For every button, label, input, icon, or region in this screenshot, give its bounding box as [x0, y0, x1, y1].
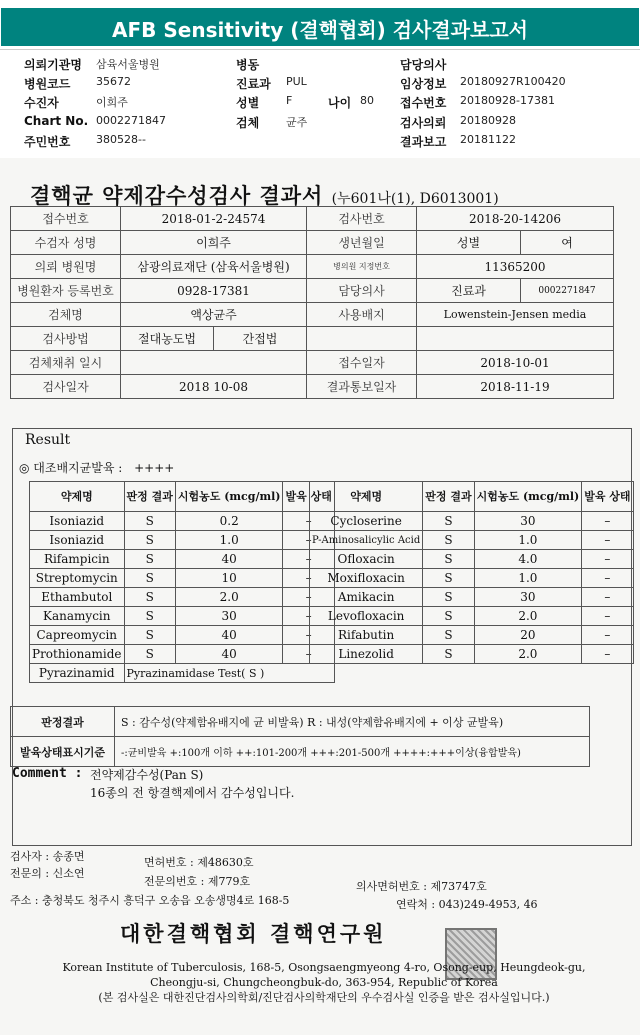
- english-address: [18, 960, 630, 1005]
- drug-name: P-Aminosalicylic Acid: [310, 531, 423, 550]
- reception-no-value: 20180928-17381: [460, 94, 555, 107]
- report-title: AFB Sensitivity (결핵협회) 검사결과보고서: [112, 18, 528, 42]
- doctor-license: 의사면허번호 : 제73747호: [356, 880, 487, 893]
- col-growth: 발육 상태: [283, 482, 334, 512]
- hospital-code-label: 병원코드: [24, 77, 71, 91]
- drug-row: [310, 588, 634, 607]
- drug-growth: –: [283, 645, 334, 664]
- license-2: 전문의번호 : 제779호: [144, 875, 251, 888]
- drug-name: Streptomycin: [30, 569, 125, 588]
- tested-cell: 2018 10-08: [121, 375, 307, 399]
- result-title: Result: [25, 432, 71, 448]
- col-drug: 약제명: [30, 482, 125, 512]
- document-subtitle: (누601나(1), D6013001): [331, 191, 499, 207]
- medium-cell: Lowenstein-Jensen media: [417, 303, 614, 327]
- drug-row: [30, 531, 335, 550]
- drug-growth: –: [283, 588, 334, 607]
- drug-row: [310, 626, 634, 645]
- designated-no-cell-label: 병의원 지정번호: [307, 255, 417, 279]
- growth-legend-text: -:균비발육 +:100개 이하 ++:101-200개 +++:201-500개 ++++:+++이상(융합발육): [115, 737, 590, 767]
- drug-row: [30, 512, 335, 531]
- reg-no-cell: 0928-17381: [121, 279, 307, 303]
- report-title-bar: [0, 0, 640, 50]
- clinical-info-label: 임상정보: [400, 77, 447, 91]
- patient-value: 이희주: [96, 96, 128, 109]
- drug-conc: 40: [175, 645, 283, 664]
- drug-growth: –: [582, 626, 633, 645]
- sex-value: F: [286, 94, 293, 107]
- drug-result: S: [423, 626, 474, 645]
- doctor-cell-label: 담당의사: [307, 279, 417, 303]
- drug-growth: –: [582, 569, 633, 588]
- drug-result: S: [423, 569, 474, 588]
- drug-result: S: [124, 607, 175, 626]
- drug-conc: 4.0: [474, 550, 582, 569]
- growth-legend-label: 발육상태표시기준: [11, 737, 115, 767]
- drug-name: Isoniazid: [30, 512, 125, 531]
- specimen-value: 균주: [286, 116, 308, 129]
- patient-cell: 이희주: [121, 231, 307, 255]
- designated-no-cell: 11365200: [417, 255, 614, 279]
- drug-conc: 2.0: [175, 588, 283, 607]
- drug-result: S: [423, 531, 474, 550]
- judge-legend-label: 판정결과: [11, 707, 115, 737]
- drug-result: S: [423, 512, 474, 531]
- info-table: [10, 206, 614, 399]
- control-growth-label: ◎ 대조배지균발육 :: [19, 461, 123, 475]
- hospital-name-label: 의뢰기관명: [24, 58, 82, 72]
- pza-name: Pyrazinamid: [30, 664, 125, 683]
- sex-label: 성별: [236, 96, 260, 110]
- drug-result: S: [124, 626, 175, 645]
- drug-growth: –: [582, 512, 633, 531]
- drug-conc: 1.0: [175, 531, 283, 550]
- drug-row: [310, 607, 634, 626]
- hospital-cell: 삼광의료재단 (삼육서울병원): [121, 255, 307, 279]
- drug-table-left: [29, 481, 335, 683]
- document-title-text: 결핵균 약제감수성검사 결과서: [30, 183, 324, 208]
- resident-no-value: 380528--: [96, 133, 146, 146]
- sex-cell-label: 성별: [417, 231, 521, 255]
- drug-row: [310, 645, 634, 664]
- received-cell: 2018-10-01: [417, 351, 614, 375]
- drug-conc: 30: [175, 607, 283, 626]
- tested-cell-label: 검사일자: [11, 375, 121, 399]
- specimen-cell-label: 검체명: [11, 303, 121, 327]
- comment: [12, 766, 295, 800]
- drug-row: [30, 569, 335, 588]
- reception-no-label: 접수번호: [400, 96, 447, 110]
- drug-result: S: [124, 588, 175, 607]
- title-band: [1, 8, 639, 46]
- english-address-line-2: Cheongju-si, Chungcheongbuk-do, 363-954, Republic of Korea: [150, 976, 498, 989]
- drug-growth: –: [283, 550, 334, 569]
- hospital-code-value: 35672: [96, 75, 131, 88]
- reported-cell: 2018-11-19: [417, 375, 614, 399]
- dob-cell-label: 생년월일: [307, 231, 417, 255]
- dept-cell: 0002271847: [521, 279, 614, 303]
- drug-result: S: [124, 512, 175, 531]
- drug-growth: –: [582, 531, 633, 550]
- hospital-cell-label: 의뢰 병원명: [11, 255, 121, 279]
- address: 주소 : 충청북도 청주시 흥덕구 오송읍 오송생명4로 168-5: [10, 894, 290, 907]
- hospital-name-value: 삼육서울병원: [96, 58, 160, 71]
- drug-growth: –: [283, 626, 334, 645]
- collect-cell-label: 검체채취 일시: [11, 351, 121, 375]
- comment-line-2: 16종의 전 항결핵제에서 감수성입니다.: [90, 786, 295, 800]
- drug-result: S: [423, 645, 474, 664]
- institute-name: 대한결핵협회 결핵연구원: [120, 921, 387, 946]
- drug-row: [30, 626, 335, 645]
- drug-table-right: [309, 481, 634, 664]
- comment-line-1: 전약제감수성(Pan S): [90, 768, 204, 782]
- pza-row: [30, 664, 335, 683]
- drug-row: [30, 645, 335, 664]
- blank-cell: [307, 327, 417, 351]
- age-label: 나이: [328, 96, 352, 110]
- col-conc: 시험농도 (mcg/ml): [175, 482, 283, 512]
- drug-row: [30, 550, 335, 569]
- department-value: PUL: [286, 75, 307, 88]
- clinical-info-value: 20180927R100420: [460, 75, 566, 88]
- patient-cell-label: 수검자 성명: [11, 231, 121, 255]
- chart-no-label: Chart No.: [24, 114, 89, 128]
- drug-conc: 30: [474, 512, 582, 531]
- drug-conc: 40: [175, 626, 283, 645]
- scanned-document: [0, 158, 640, 1035]
- specialist: 전문의 : 신소연: [10, 867, 85, 880]
- drug-row: [310, 550, 634, 569]
- test-request-value: 20180928: [460, 114, 516, 127]
- drug-conc: 30: [474, 588, 582, 607]
- specimen-label: 검체: [236, 116, 260, 130]
- license-1: 면허번호 : 제48630호: [144, 856, 254, 869]
- drug-conc: 2.0: [474, 645, 582, 664]
- drug-growth: –: [283, 607, 334, 626]
- col-judge: 판정 결과: [423, 482, 474, 512]
- drug-result: S: [423, 550, 474, 569]
- col-growth: 발육 상태: [582, 482, 633, 512]
- drug-name: Rifampicin: [30, 550, 125, 569]
- drug-name: Isoniazid: [30, 531, 125, 550]
- contact: 연락처 : 043)249-4953, 46: [396, 898, 538, 911]
- reported-cell-label: 결과통보일자: [307, 375, 417, 399]
- drug-growth: –: [582, 645, 633, 664]
- drug-name: Cycloserine: [310, 512, 423, 531]
- method-cell-label: 검사방법: [11, 327, 121, 351]
- dept-cell-label: 진료과: [417, 279, 521, 303]
- col-judge: 판정 결과: [124, 482, 175, 512]
- age-value: 80: [360, 94, 374, 107]
- drug-name: Rifabutin: [310, 626, 423, 645]
- drug-name: Levofloxacin: [310, 607, 423, 626]
- drug-conc: 2.0: [474, 607, 582, 626]
- method-b-cell: 간접법: [214, 327, 307, 351]
- drug-result: S: [423, 607, 474, 626]
- result-report-value: 20181122: [460, 133, 516, 146]
- comment-label: Comment :: [12, 766, 83, 781]
- medium-cell-label: 사용배지: [307, 303, 417, 327]
- department-label: 진료과: [236, 77, 271, 91]
- drug-growth: –: [582, 550, 633, 569]
- chart-no-value: 0002271847: [96, 114, 166, 127]
- drug-row: [310, 531, 634, 550]
- blank-cell-2: [417, 327, 614, 351]
- judge-legend-text: S : 감수성(약제함유배지에 균 비발육) R : 내성(약제함유배지에 + 이상 균발육): [115, 707, 590, 737]
- col-conc: 시험농도 (mcg/ml): [474, 482, 582, 512]
- drug-growth: –: [283, 531, 334, 550]
- control-growth-value: ++++: [134, 461, 175, 475]
- sex-cell: 여: [521, 231, 614, 255]
- patient-label: 수진자: [24, 96, 59, 110]
- collect-cell: [121, 351, 307, 375]
- drug-name: Ethambutol: [30, 588, 125, 607]
- drug-result: S: [124, 550, 175, 569]
- drug-row: [30, 607, 335, 626]
- received-cell-label: 접수일자: [307, 351, 417, 375]
- control-growth: [19, 459, 174, 476]
- method-a-cell: 절대농도법: [121, 327, 214, 351]
- reg-no-cell-label: 병원환자 등록번호: [11, 279, 121, 303]
- drug-conc: 20: [474, 626, 582, 645]
- drug-growth: –: [283, 569, 334, 588]
- ward-label: 병동: [236, 58, 260, 72]
- resident-no-label: 주민번호: [24, 135, 71, 149]
- drug-name: Kanamycin: [30, 607, 125, 626]
- reception-no-cell: 2018-01-2-24574: [121, 207, 307, 231]
- reception-no-cell-label: 접수번호: [11, 207, 121, 231]
- drug-conc: 1.0: [474, 569, 582, 588]
- drug-conc: 40: [175, 550, 283, 569]
- drug-growth: –: [582, 588, 633, 607]
- test-no-cell-label: 검사번호: [307, 207, 417, 231]
- certification-note: (본 검사실은 대한진단검사의학회/진단검사의학재단의 우수검사실 인증을 받은 검사실입니다.): [98, 991, 550, 1004]
- pza-test: Pyrazinamidase Test( S ): [124, 664, 334, 683]
- drug-result: S: [124, 645, 175, 664]
- drug-growth: –: [582, 607, 633, 626]
- col-drug: 약제명: [310, 482, 423, 512]
- drug-row: [310, 569, 634, 588]
- drug-result: S: [423, 588, 474, 607]
- drug-result: S: [124, 569, 175, 588]
- drug-conc: 10: [175, 569, 283, 588]
- drug-row: [310, 512, 634, 531]
- specimen-cell: 액상균주: [121, 303, 307, 327]
- english-address-line-1: Korean Institute of Tuberculosis, 168-5, Osongsaengmyeong 4-ro, Osong-eup, Heungdeok-gu,: [62, 961, 586, 974]
- drug-name: Capreomycin: [30, 626, 125, 645]
- drug-name: Ofloxacin: [310, 550, 423, 569]
- drug-name: Moxifloxacin: [310, 569, 423, 588]
- drug-name: Amikacin: [310, 588, 423, 607]
- drug-conc: 0.2: [175, 512, 283, 531]
- drug-name: Prothionamide: [30, 645, 125, 664]
- tester: 검사자 : 송종면: [10, 850, 85, 863]
- legend-table: [10, 706, 590, 767]
- drug-name: Linezolid: [310, 645, 423, 664]
- report-header: [0, 52, 640, 155]
- drug-result: S: [124, 531, 175, 550]
- result-report-label: 결과보고: [400, 135, 447, 149]
- test-request-label: 검사의뢰: [400, 116, 447, 130]
- drug-row: [30, 588, 335, 607]
- attending-doctor-label: 담당의사: [400, 58, 447, 72]
- test-no-cell: 2018-20-14206: [417, 207, 614, 231]
- drug-growth: –: [283, 512, 334, 531]
- drug-conc: 1.0: [474, 531, 582, 550]
